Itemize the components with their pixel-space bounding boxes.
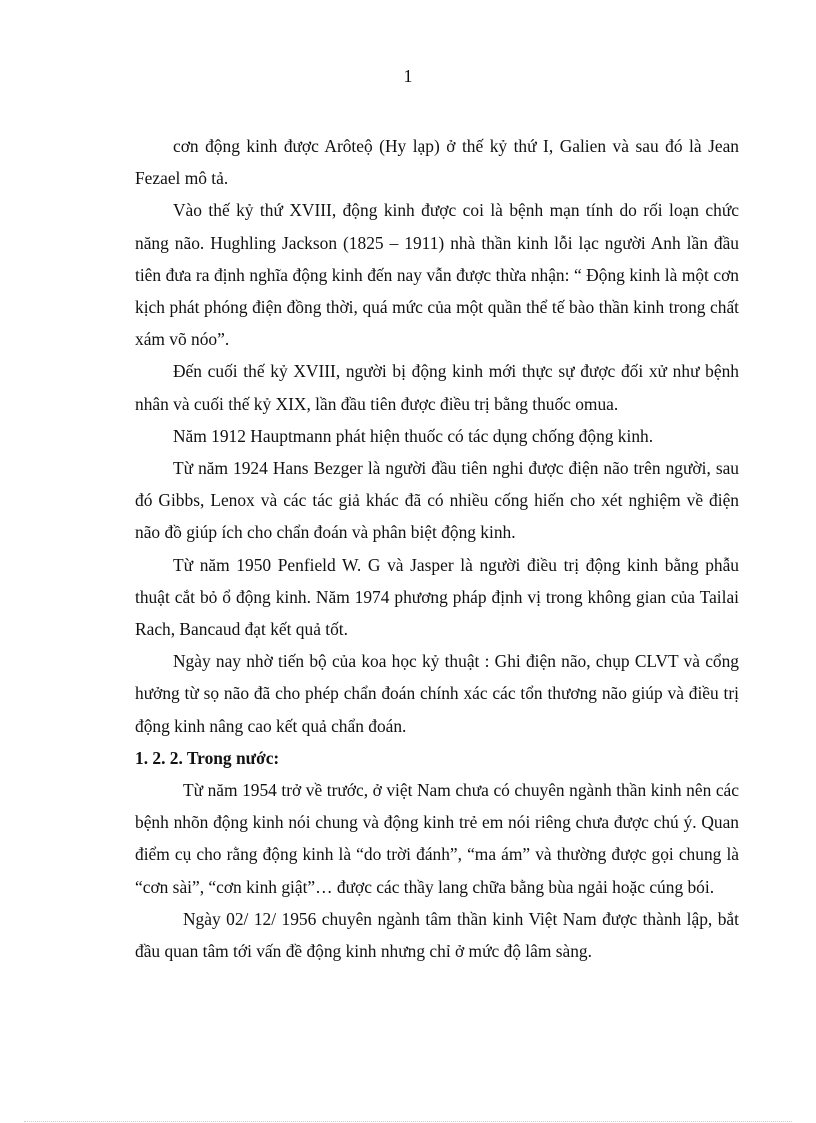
paragraph-continuation: cơn động kinh được Arôteộ (Hy lạp) ở thế kỷ thứ I, Galien và sau đó là Jean Fezael mô tả. [135,136,739,189]
paragraph-before-1954: Từ năm 1954 trở về trước, ở việt Nam chưa có chuyên ngành thần kinh nên các bệnh nhõn động kinh nói chung và động kinh trẻ em nói riêng chưa được chú ý. Quan điểm cụ cho rằng động kinh là “do trời đánh”, “ma ám” và thường được gọi chung là “cơn sài”, “cơn kinh giật”… được các thầy lang chữa bằng bùa ngải hoặc cúng bói. [135,780,739,897]
paragraph-end-18th-century: Đến cuối thế kỷ XVIII, người bị động kinh mới thực sự được đối xử như bệnh nhân và cuối thế kỷ XIX, lần đầu tiên được điều trị bằng thuốc omua. [135,361,739,414]
paragraph-18th-century: Vào thế kỷ thứ XVIII, động kinh được coi là bệnh mạn tính do rối loạn chức năng não. Hughling Jackson (1825 – 1911) nhà thần kinh lỗi lạc người Anh lần đầu tiên đưa ra định nghĩa động kinh đến nay vẫn được thừa nhận: “ Động kinh là một cơn kịch phát phóng điện đồng thời, quá mức của một quần thể tế bào thần kinh trong chất xám võ nóo”. [135,200,739,350]
document-body [135,130,739,967]
page-number: 1 [403,66,413,86]
section-heading: 1. 2. 2. Trong nước: [135,747,280,768]
paragraph-1924: Từ năm 1924 Hans Bezger là người đầu tiên nghi được điện não trên người, sau đó Gibbs, Lenox và các tác giả khác đã có nhiều cống hiến cho xét nghiệm về điện não đồ giúp ích cho chẩn đoán và phân biệt động kinh. [135,458,739,543]
page-bottom-rule [24,1121,792,1122]
paragraph-1912: Năm 1912 Hauptmann phát hiện thuốc có tác dụng chống động kinh. [173,425,654,446]
paragraph-1950: Từ năm 1950 Penfield W. G và Jasper là người điều trị động kinh bằng phẫu thuật cắt bỏ ổ động kinh. Năm 1974 phương pháp định vị trong không gian của Tailai Rach, Bancaud đạt kết quả tốt. [135,554,739,640]
paragraph-modern: Ngày nay nhờ tiến bộ của koa học kỷ thuật : Ghi điện não, chụp CLVT và cổng hưởng từ sọ não đã cho phép chẩn đoán chính xác các tổn thương não giúp và điều trị động kinh nâng cao kết quả chẩn đoán. [135,651,739,736]
paragraph-1956: Ngày 02/ 12/ 1956 chuyên ngành tâm thần kinh Việt Nam được thành lập, bắt đầu quan tâm tới vấn đề động kinh nhưng chỉ ở mức độ lâm sàng. [135,908,739,962]
